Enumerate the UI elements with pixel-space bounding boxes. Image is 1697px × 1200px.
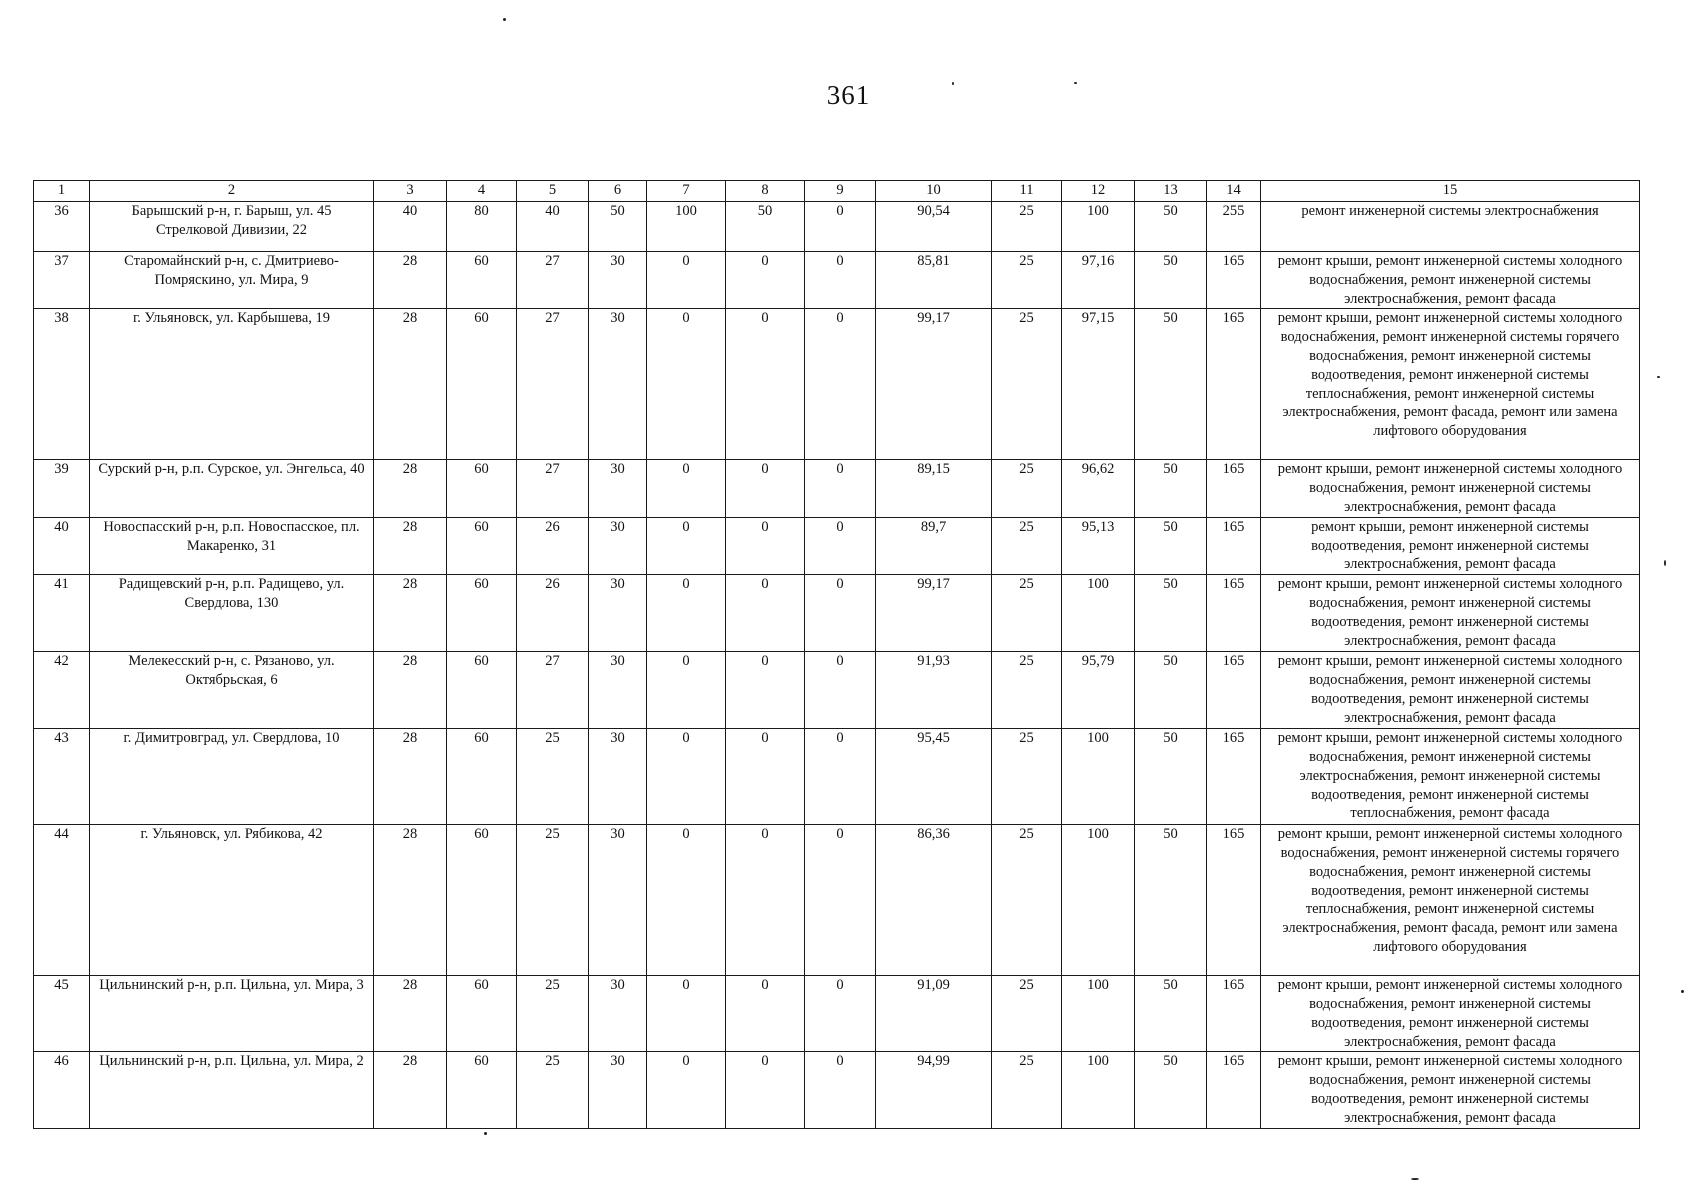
value-cell: 0 (647, 309, 726, 460)
value-cell: 0 (647, 652, 726, 729)
column-header: 11 (992, 181, 1062, 202)
value-cell: 60 (447, 460, 517, 517)
column-header: 15 (1261, 181, 1640, 202)
address-cell: г. Димитровград, ул. Свердлова, 10 (90, 729, 374, 825)
works-cell: ремонт крыши, ремонт инженерной системы холодного водоснабжения, ремонт инженерной системы электроснабжения, ремонт фасада (1261, 252, 1640, 309)
value-cell: 28 (374, 825, 447, 976)
works-cell: ремонт крыши, ремонт инженерной системы холодного водоснабжения, ремонт инженерной системы горячего водоснабжения, ремонт инженерной системы водоотведения, ремонт инженерной системы теплоснабжения, ремонт инженерной системы электроснабжения, ремонт фасада, ремонт или замена лифтового оборудования (1261, 825, 1640, 976)
address-cell: Мелекесский р-н, с. Рязаново, ул. Октябрьская, 6 (90, 652, 374, 729)
value-cell: 30 (589, 652, 647, 729)
value-cell: 94,99 (876, 1052, 992, 1128)
value-cell: 0 (805, 976, 876, 1052)
address-cell: Цильнинский р-н, р.п. Цильна, ул. Мира, 3 (90, 976, 374, 1052)
value-cell: 0 (647, 252, 726, 309)
column-header: 7 (647, 181, 726, 202)
value-cell: 50 (1135, 729, 1207, 825)
row-number-cell: 44 (34, 825, 90, 976)
value-cell: 28 (374, 517, 447, 574)
value-cell: 99,17 (876, 575, 992, 652)
scan-speck (1657, 376, 1660, 378)
value-cell: 27 (517, 252, 589, 309)
works-cell: ремонт крыши, ремонт инженерной системы холодного водоснабжения, ремонт инженерной системы горячего водоснабжения, ремонт инженерной системы водоотведения, ремонт инженерной системы теплоснабжения, ремонт инженерной системы электроснабжения, ремонт фасада, ремонт или замена лифтового оборудования (1261, 309, 1640, 460)
value-cell: 100 (1062, 976, 1135, 1052)
value-cell: 0 (805, 309, 876, 460)
scan-speck (503, 18, 506, 21)
value-cell: 0 (647, 825, 726, 976)
column-header: 12 (1062, 181, 1135, 202)
value-cell: 95,13 (1062, 517, 1135, 574)
value-cell: 255 (1207, 202, 1261, 252)
address-cell: Барышский р-н, г. Барыш, ул. 45 Стрелковой Дивизии, 22 (90, 202, 374, 252)
value-cell: 0 (805, 652, 876, 729)
value-cell: 86,36 (876, 825, 992, 976)
value-cell: 28 (374, 575, 447, 652)
value-cell: 60 (447, 575, 517, 652)
value-cell: 0 (726, 517, 805, 574)
address-cell: Старомайнский р-н, с. Дмитриево-Помряскино, ул. Мира, 9 (90, 252, 374, 309)
value-cell: 0 (805, 202, 876, 252)
value-cell: 30 (589, 575, 647, 652)
row-number-cell: 43 (34, 729, 90, 825)
value-cell: 50 (1135, 202, 1207, 252)
works-cell: ремонт крыши, ремонт инженерной системы холодного водоснабжения, ремонт инженерной системы водоотведения, ремонт инженерной системы электроснабжения, ремонт фасада (1261, 575, 1640, 652)
value-cell: 100 (1062, 202, 1135, 252)
value-cell: 165 (1207, 460, 1261, 517)
value-cell: 0 (805, 1052, 876, 1128)
value-cell: 27 (517, 309, 589, 460)
works-cell: ремонт крыши, ремонт инженерной системы водоотведения, ремонт инженерной системы электроснабжения, ремонт фасада (1261, 517, 1640, 574)
value-cell: 0 (647, 575, 726, 652)
works-cell: ремонт крыши, ремонт инженерной системы холодного водоснабжения, ремонт инженерной системы электроснабжения, ремонт фасада (1261, 460, 1640, 517)
column-header: 2 (90, 181, 374, 202)
row-number-cell: 36 (34, 202, 90, 252)
value-cell: 165 (1207, 1052, 1261, 1128)
value-cell: 0 (647, 976, 726, 1052)
address-cell: Радищевский р-н, р.п. Радищево, ул. Свердлова, 130 (90, 575, 374, 652)
works-cell: ремонт крыши, ремонт инженерной системы холодного водоснабжения, ремонт инженерной системы водоотведения, ремонт инженерной системы электроснабжения, ремонт фасада (1261, 1052, 1640, 1128)
value-cell: 91,93 (876, 652, 992, 729)
column-header: 14 (1207, 181, 1261, 202)
value-cell: 100 (1062, 729, 1135, 825)
value-cell: 0 (726, 575, 805, 652)
value-cell: 28 (374, 309, 447, 460)
column-header: 8 (726, 181, 805, 202)
value-cell: 40 (517, 202, 589, 252)
value-cell: 0 (647, 1052, 726, 1128)
value-cell: 0 (805, 729, 876, 825)
value-cell: 30 (589, 252, 647, 309)
column-header: 13 (1135, 181, 1207, 202)
row-number-cell: 37 (34, 252, 90, 309)
value-cell: 30 (589, 517, 647, 574)
works-cell: ремонт крыши, ремонт инженерной системы холодного водоснабжения, ремонт инженерной системы водоотведения, ремонт инженерной системы электроснабжения, ремонт фасада (1261, 652, 1640, 729)
works-cell: ремонт инженерной системы электроснабжения (1261, 202, 1640, 252)
scan-speck (1681, 990, 1684, 993)
value-cell: 28 (374, 252, 447, 309)
value-cell: 0 (647, 517, 726, 574)
value-cell: 60 (447, 1052, 517, 1128)
value-cell: 100 (647, 202, 726, 252)
value-cell: 89,7 (876, 517, 992, 574)
value-cell: 0 (647, 729, 726, 825)
value-cell: 60 (447, 729, 517, 825)
value-cell: 25 (992, 825, 1062, 976)
row-number-cell: 46 (34, 1052, 90, 1128)
value-cell: 165 (1207, 976, 1261, 1052)
row-number-cell: 42 (34, 652, 90, 729)
value-cell: 99,17 (876, 309, 992, 460)
value-cell: 100 (1062, 825, 1135, 976)
address-cell: Новоспасский р-н, р.п. Новоспасское, пл. Макаренко, 31 (90, 517, 374, 574)
value-cell: 25 (992, 460, 1062, 517)
row-number-cell: 41 (34, 575, 90, 652)
value-cell: 30 (589, 1052, 647, 1128)
value-cell: 60 (447, 652, 517, 729)
value-cell: 50 (1135, 309, 1207, 460)
value-cell: 165 (1207, 729, 1261, 825)
value-cell: 50 (1135, 517, 1207, 574)
value-cell: 89,15 (876, 460, 992, 517)
value-cell: 0 (726, 825, 805, 976)
value-cell: 25 (992, 1052, 1062, 1128)
address-cell: Цильнинский р-н, р.п. Цильна, ул. Мира, 2 (90, 1052, 374, 1128)
value-cell: 30 (589, 460, 647, 517)
value-cell: 0 (726, 252, 805, 309)
row-number-cell: 38 (34, 309, 90, 460)
value-cell: 97,16 (1062, 252, 1135, 309)
column-header: 5 (517, 181, 589, 202)
value-cell: 27 (517, 460, 589, 517)
value-cell: 0 (726, 1052, 805, 1128)
value-cell: 0 (805, 252, 876, 309)
table-row (34, 252, 1640, 309)
column-header: 3 (374, 181, 447, 202)
value-cell: 40 (374, 202, 447, 252)
table-row (34, 460, 1640, 517)
scan-speck (952, 82, 954, 85)
value-cell: 60 (447, 252, 517, 309)
value-cell: 0 (805, 460, 876, 517)
value-cell: 30 (589, 729, 647, 825)
value-cell: 60 (447, 825, 517, 976)
value-cell: 50 (1135, 460, 1207, 517)
address-cell: г. Ульяновск, ул. Карбышева, 19 (90, 309, 374, 460)
value-cell: 25 (517, 976, 589, 1052)
value-cell: 26 (517, 575, 589, 652)
value-cell: 28 (374, 976, 447, 1052)
value-cell: 165 (1207, 252, 1261, 309)
table-row (34, 202, 1640, 252)
page-number: 361 (826, 80, 871, 110)
value-cell: 0 (647, 460, 726, 517)
column-header: 4 (447, 181, 517, 202)
value-cell: 25 (992, 517, 1062, 574)
value-cell: 25 (992, 976, 1062, 1052)
table-row (34, 517, 1640, 574)
works-cell: ремонт крыши, ремонт инженерной системы холодного водоснабжения, ремонт инженерной системы водоотведения, ремонт инженерной системы электроснабжения, ремонт фасада (1261, 976, 1640, 1052)
value-cell: 27 (517, 652, 589, 729)
value-cell: 28 (374, 1052, 447, 1128)
value-cell: 25 (992, 202, 1062, 252)
value-cell: 25 (992, 729, 1062, 825)
value-cell: 50 (1135, 652, 1207, 729)
value-cell: 165 (1207, 309, 1261, 460)
value-cell: 0 (805, 825, 876, 976)
scan-speck (484, 1132, 487, 1135)
value-cell: 60 (447, 309, 517, 460)
value-cell: 85,81 (876, 252, 992, 309)
header-row (34, 181, 1640, 202)
value-cell: 60 (447, 517, 517, 574)
value-cell: 60 (447, 976, 517, 1052)
value-cell: 50 (1135, 976, 1207, 1052)
value-cell: 28 (374, 460, 447, 517)
row-number-cell: 45 (34, 976, 90, 1052)
table-row (34, 825, 1640, 976)
column-header: 9 (805, 181, 876, 202)
value-cell: 165 (1207, 517, 1261, 574)
table-row (34, 976, 1640, 1052)
value-cell: 25 (517, 825, 589, 976)
table-row (34, 652, 1640, 729)
value-cell: 0 (726, 976, 805, 1052)
value-cell: 0 (726, 652, 805, 729)
data-table (33, 180, 1640, 1129)
column-header: 6 (589, 181, 647, 202)
address-cell: г. Ульяновск, ул. Рябикова, 42 (90, 825, 374, 976)
table-row (34, 575, 1640, 652)
value-cell: 165 (1207, 652, 1261, 729)
value-cell: 50 (589, 202, 647, 252)
value-cell: 96,62 (1062, 460, 1135, 517)
value-cell: 50 (1135, 575, 1207, 652)
value-cell: 30 (589, 976, 647, 1052)
value-cell: 50 (1135, 252, 1207, 309)
value-cell: 25 (517, 729, 589, 825)
address-cell: Сурский р-н, р.п. Сурское, ул. Энгельса, 40 (90, 460, 374, 517)
value-cell: 91,09 (876, 976, 992, 1052)
value-cell: 25 (517, 1052, 589, 1128)
value-cell: 50 (726, 202, 805, 252)
table-row (34, 309, 1640, 460)
value-cell: 100 (1062, 575, 1135, 652)
value-cell: 30 (589, 309, 647, 460)
value-cell: 0 (805, 517, 876, 574)
value-cell: 165 (1207, 575, 1261, 652)
works-cell: ремонт крыши, ремонт инженерной системы холодного водоснабжения, ремонт инженерной системы электроснабжения, ремонт инженерной системы водоотведения, ремонт инженерной системы теплоснабжения, ремонт фасада (1261, 729, 1640, 825)
value-cell: 0 (726, 309, 805, 460)
value-cell: 26 (517, 517, 589, 574)
value-cell: 95,45 (876, 729, 992, 825)
table-row (34, 729, 1640, 825)
value-cell: 97,15 (1062, 309, 1135, 460)
value-cell: 50 (1135, 1052, 1207, 1128)
scan-speck (1664, 560, 1666, 566)
value-cell: 30 (589, 825, 647, 976)
value-cell: 25 (992, 309, 1062, 460)
value-cell: 165 (1207, 825, 1261, 976)
table-row (34, 1052, 1640, 1128)
scan-speck (1411, 1178, 1419, 1180)
value-cell: 0 (805, 575, 876, 652)
column-header: 1 (34, 181, 90, 202)
value-cell: 0 (726, 729, 805, 825)
value-cell: 50 (1135, 825, 1207, 976)
column-header: 10 (876, 181, 992, 202)
scan-speck (1074, 82, 1077, 84)
value-cell: 25 (992, 652, 1062, 729)
row-number-cell: 39 (34, 460, 90, 517)
value-cell: 90,54 (876, 202, 992, 252)
value-cell: 25 (992, 575, 1062, 652)
value-cell: 28 (374, 652, 447, 729)
value-cell: 95,79 (1062, 652, 1135, 729)
row-number-cell: 40 (34, 517, 90, 574)
value-cell: 80 (447, 202, 517, 252)
value-cell: 0 (726, 460, 805, 517)
value-cell: 28 (374, 729, 447, 825)
value-cell: 100 (1062, 1052, 1135, 1128)
value-cell: 25 (992, 252, 1062, 309)
